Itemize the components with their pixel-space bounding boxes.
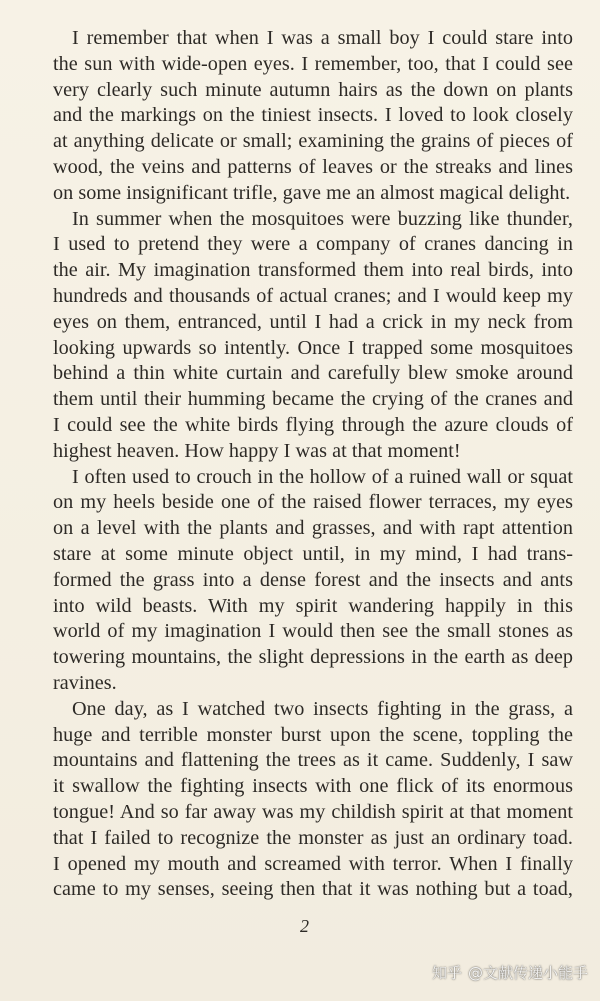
text-line: I opened my mouth and screamed with terror. When I finally: [53, 852, 573, 875]
paragraph: [53, 465, 573, 697]
paragraph: [53, 26, 573, 207]
text-line: that I failed to recognize the monster as just an ordinary toad.: [53, 826, 573, 849]
text-line: into wild beasts. With my spirit wandering happily in this: [53, 594, 573, 617]
text-line: it swallow the fighting insects with one flick of its enormous: [53, 775, 573, 798]
text-line: them until their humming became the crying of the cranes and: [53, 388, 573, 411]
text-line: the air. My imagination transformed them into real birds, into: [53, 259, 573, 282]
text-line: mountains and flattening the trees as it came. Suddenly, I saw: [53, 749, 573, 772]
watermark: [432, 962, 588, 983]
text-line: ravines.: [53, 671, 117, 694]
watermark-author: @文献传递小能手: [467, 964, 588, 982]
text-line: I remember that when I was a small boy I could stare into: [72, 27, 573, 49]
text-line: behind a thin white curtain and carefully blew smoke around: [53, 362, 573, 385]
text-line: hundreds and thousands of actual cranes; and I would keep my: [53, 284, 573, 307]
text-line: In summer when the mosquitoes were buzzing like thunder,: [72, 207, 573, 230]
text-line: the sun with wide-open eyes. I remember, too, that I could see: [53, 52, 573, 75]
text-line: eyes on them, entranced, until I had a crick in my neck from: [53, 310, 573, 333]
text-line: world of my imagination I would then see the small stones as: [53, 620, 573, 643]
watermark-site: 知乎: [431, 964, 462, 982]
text-line: stare at some minute object until, in my mind, I had trans-: [53, 542, 573, 565]
body-text: [53, 26, 573, 903]
text-line: towering mountains, the slight depressions in the earth as deep: [53, 646, 573, 669]
text-line: tongue! And so far away was my childish spirit at that moment: [53, 800, 573, 823]
text-line: One day, as I watched two insects fighting in the grass, a: [72, 697, 573, 720]
text-line: and the markings on the tiniest insects. I loved to look closely: [53, 104, 573, 127]
text-line: highest heaven. How happy I was at that moment!: [53, 439, 461, 462]
text-line: very clearly such minute autumn hairs as the down on plants: [53, 78, 573, 101]
text-line: I could see the white birds flying through the azure clouds of: [53, 413, 573, 436]
text-line: I used to pretend they were a company of cranes dancing in: [53, 233, 573, 256]
page-number: 2: [300, 916, 309, 936]
text-line: wood, the veins and patterns of leaves or the streaks and lines: [53, 155, 573, 178]
text-line: on some insignificant trifle, gave me an almost magical delight.: [53, 181, 571, 204]
text-line: I often used to crouch in the hollow of a ruined wall or squat: [72, 465, 573, 488]
text-line: formed the grass into a dense forest and the insects and ants: [53, 568, 573, 591]
text-line: huge and terrible monster burst upon the scene, toppling the: [53, 723, 573, 746]
paragraph: [53, 697, 573, 903]
text-line: looking upwards so intently. Once I trapped some mosquitoes: [53, 336, 573, 359]
text-line: at anything delicate or small; examining the grains of pieces of: [53, 130, 573, 153]
text-line: on my heels beside one of the raised flower terraces, my eyes: [53, 491, 573, 514]
paragraph: [53, 207, 573, 465]
text-line: on a level with the plants and grasses, and with rapt attention: [53, 517, 573, 540]
text-line: came to my senses, seeing then that it was nothing but a toad,: [53, 878, 573, 901]
